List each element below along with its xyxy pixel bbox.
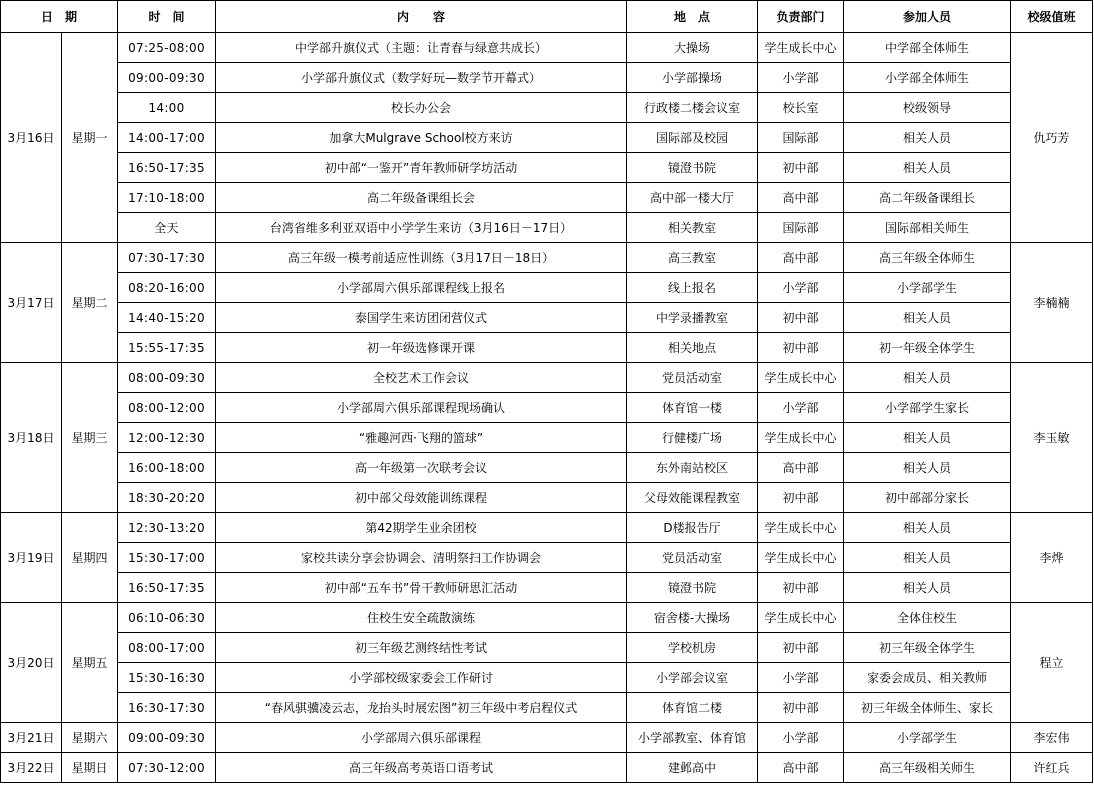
date-cell: 3月16日: [1, 33, 62, 243]
department-cell: 初中部: [758, 333, 844, 363]
content-cell: 初三年级艺测终结性考试: [216, 633, 627, 663]
weekday-cell: 星期一: [62, 33, 118, 243]
content-cell: 全校艺术工作会议: [216, 363, 627, 393]
location-cell: 党员活动室: [627, 363, 758, 393]
content-cell: 泰国学生来访团闭营仪式: [216, 303, 627, 333]
time-cell: 12:00-12:30: [118, 423, 216, 453]
participants-cell: 校级领导: [844, 93, 1011, 123]
department-cell: 初中部: [758, 633, 844, 663]
participants-cell: 相关人员: [844, 123, 1011, 153]
participants-cell: 高三年级相关师生: [844, 753, 1011, 783]
participants-cell: 相关人员: [844, 453, 1011, 483]
department-cell: 高中部: [758, 753, 844, 783]
content-cell: 小学部周六俱乐部课程: [216, 723, 627, 753]
participants-cell: 初三年级全体学生: [844, 633, 1011, 663]
time-cell: 16:30-17:30: [118, 693, 216, 723]
content-cell: 高三年级高考英语口语考试: [216, 753, 627, 783]
participants-cell: 相关人员: [844, 543, 1011, 573]
schedule-row: [1, 273, 1093, 303]
header-date: 日 期: [1, 1, 118, 33]
participants-cell: 小学部全体师生: [844, 63, 1011, 93]
time-cell: 17:10-18:00: [118, 183, 216, 213]
department-cell: 高中部: [758, 243, 844, 273]
time-cell: 16:00-18:00: [118, 453, 216, 483]
schedule-row: [1, 243, 1093, 273]
time-cell: 18:30-20:20: [118, 483, 216, 513]
weekday-cell: 星期五: [62, 603, 118, 723]
location-cell: 宿舍楼-大操场: [627, 603, 758, 633]
content-cell: 校长办公会: [216, 93, 627, 123]
participants-cell: 小学部学生家长: [844, 393, 1011, 423]
schedule-row: [1, 213, 1093, 243]
schedule-row: [1, 63, 1093, 93]
schedule-row: [1, 723, 1093, 753]
schedule-row: [1, 543, 1093, 573]
department-cell: 学生成长中心: [758, 513, 844, 543]
header-row: [1, 1, 1093, 33]
weekday-cell: 星期六: [62, 723, 118, 753]
content-cell: 第42期学生业余团校: [216, 513, 627, 543]
content-cell: 小学部周六俱乐部课程现场确认: [216, 393, 627, 423]
schedule-row: [1, 633, 1093, 663]
schedule-row: [1, 753, 1093, 783]
content-cell: 台湾省维多利亚双语中小学学生来访（3月16日－17日）: [216, 213, 627, 243]
content-cell: 小学部校级家委会工作研讨: [216, 663, 627, 693]
location-cell: 行政楼二楼会议室: [627, 93, 758, 123]
location-cell: 国际部及校园: [627, 123, 758, 153]
department-cell: 初中部: [758, 483, 844, 513]
participants-cell: 国际部相关师生: [844, 213, 1011, 243]
department-cell: 学生成长中心: [758, 363, 844, 393]
participants-cell: 相关人员: [844, 513, 1011, 543]
time-cell: 08:00-17:00: [118, 633, 216, 663]
content-cell: 加拿大Mulgrave School校方来访: [216, 123, 627, 153]
participants-cell: 相关人员: [844, 363, 1011, 393]
time-cell: 06:10-06:30: [118, 603, 216, 633]
time-cell: 07:30-17:30: [118, 243, 216, 273]
content-cell: 小学部周六俱乐部课程线上报名: [216, 273, 627, 303]
schedule-row: [1, 393, 1093, 423]
time-cell: 14:00: [118, 93, 216, 123]
content-cell: 高二年级备课组长会: [216, 183, 627, 213]
location-cell: 大操场: [627, 33, 758, 63]
schedule-row: [1, 513, 1093, 543]
date-cell: 3月22日: [1, 753, 62, 783]
participants-cell: 初一年级全体学生: [844, 333, 1011, 363]
time-cell: 07:25-08:00: [118, 33, 216, 63]
department-cell: 高中部: [758, 183, 844, 213]
weekday-cell: 星期四: [62, 513, 118, 603]
schedule-row: [1, 153, 1093, 183]
department-cell: 小学部: [758, 663, 844, 693]
location-cell: 小学部会议室: [627, 663, 758, 693]
header-content: 内 容: [216, 1, 627, 33]
time-cell: 16:50-17:35: [118, 153, 216, 183]
location-cell: 高中部一楼大厅: [627, 183, 758, 213]
content-cell: 初中部“五车书”骨干教师研思汇活动: [216, 573, 627, 603]
department-cell: 高中部: [758, 453, 844, 483]
department-cell: 小学部: [758, 393, 844, 423]
content-cell: 中学部升旗仪式（主题：让青春与绿意共成长）: [216, 33, 627, 63]
location-cell: 相关地点: [627, 333, 758, 363]
department-cell: 初中部: [758, 573, 844, 603]
participants-cell: 高二年级备课组长: [844, 183, 1011, 213]
location-cell: 党员活动室: [627, 543, 758, 573]
duty-cell: 李玉敏: [1011, 363, 1093, 513]
schedule-row: [1, 93, 1093, 123]
time-cell: 14:00-17:00: [118, 123, 216, 153]
location-cell: 学校机房: [627, 633, 758, 663]
department-cell: 初中部: [758, 153, 844, 183]
header-participants: 参加人员: [844, 1, 1011, 33]
location-cell: 中学录播教室: [627, 303, 758, 333]
content-cell: 高一年级第一次联考会议: [216, 453, 627, 483]
location-cell: 高三教室: [627, 243, 758, 273]
time-cell: 16:50-17:35: [118, 573, 216, 603]
time-cell: 07:30-12:00: [118, 753, 216, 783]
schedule-row: [1, 183, 1093, 213]
department-cell: 小学部: [758, 723, 844, 753]
participants-cell: 相关人员: [844, 423, 1011, 453]
participants-cell: 小学部学生: [844, 273, 1011, 303]
schedule-row: [1, 423, 1093, 453]
weekday-cell: 星期三: [62, 363, 118, 513]
department-cell: 国际部: [758, 213, 844, 243]
time-cell: 全天: [118, 213, 216, 243]
time-cell: 09:00-09:30: [118, 63, 216, 93]
time-cell: 15:30-17:00: [118, 543, 216, 573]
schedule-row: [1, 603, 1093, 633]
department-cell: 小学部: [758, 63, 844, 93]
schedule-row: [1, 663, 1093, 693]
participants-cell: 家委会成员、相关教师: [844, 663, 1011, 693]
department-cell: 学生成长中心: [758, 423, 844, 453]
content-cell: “雅趣河西·飞翔的篮球”: [216, 423, 627, 453]
duty-cell: 李烨: [1011, 513, 1093, 603]
participants-cell: 相关人员: [844, 303, 1011, 333]
time-cell: 14:40-15:20: [118, 303, 216, 333]
participants-cell: 相关人员: [844, 573, 1011, 603]
weekday-cell: 星期二: [62, 243, 118, 363]
date-cell: 3月21日: [1, 723, 62, 753]
schedule-row: [1, 33, 1093, 63]
department-cell: 学生成长中心: [758, 543, 844, 573]
duty-cell: 程立: [1011, 603, 1093, 723]
time-cell: 12:30-13:20: [118, 513, 216, 543]
date-cell: 3月19日: [1, 513, 62, 603]
schedule-row: [1, 123, 1093, 153]
duty-cell: 李宏伟: [1011, 723, 1093, 753]
location-cell: 小学部操场: [627, 63, 758, 93]
schedule-row: [1, 573, 1093, 603]
date-cell: 3月18日: [1, 363, 62, 513]
schedule-row: [1, 333, 1093, 363]
participants-cell: 高三年级全体师生: [844, 243, 1011, 273]
date-cell: 3月17日: [1, 243, 62, 363]
header-location: 地 点: [627, 1, 758, 33]
department-cell: 学生成长中心: [758, 33, 844, 63]
department-cell: 学生成长中心: [758, 603, 844, 633]
location-cell: 线上报名: [627, 273, 758, 303]
schedule-row: [1, 363, 1093, 393]
content-cell: 小学部升旗仪式（数学好玩—数学节开幕式）: [216, 63, 627, 93]
content-cell: 住校生安全疏散演练: [216, 603, 627, 633]
participants-cell: 相关人员: [844, 153, 1011, 183]
department-cell: 校长室: [758, 93, 844, 123]
department-cell: 国际部: [758, 123, 844, 153]
location-cell: 建邺高中: [627, 753, 758, 783]
schedule-row: [1, 693, 1093, 723]
content-cell: 初中部父母效能训练课程: [216, 483, 627, 513]
time-cell: 09:00-09:30: [118, 723, 216, 753]
location-cell: 镜澄书院: [627, 153, 758, 183]
location-cell: 小学部教室、体育馆: [627, 723, 758, 753]
schedule-row: [1, 483, 1093, 513]
participants-cell: 全体住校生: [844, 603, 1011, 633]
schedule-body: [1, 33, 1093, 783]
location-cell: 父母效能课程教室: [627, 483, 758, 513]
time-cell: 08:00-12:00: [118, 393, 216, 423]
location-cell: D楼报告厅: [627, 513, 758, 543]
content-cell: 初中部“一鉴开”青年教师研学坊活动: [216, 153, 627, 183]
content-cell: “春风骐骥凌云志，龙抬头时展宏图”初三年级中考启程仪式: [216, 693, 627, 723]
duty-cell: 许红兵: [1011, 753, 1093, 783]
department-cell: 初中部: [758, 303, 844, 333]
participants-cell: 初三年级全体师生、家长: [844, 693, 1011, 723]
header-department: 负责部门: [758, 1, 844, 33]
date-cell: 3月20日: [1, 603, 62, 723]
duty-cell: 李楠楠: [1011, 243, 1093, 363]
weekday-cell: 星期日: [62, 753, 118, 783]
header-time: 时 间: [118, 1, 216, 33]
time-cell: 08:00-09:30: [118, 363, 216, 393]
participants-cell: 初中部部分家长: [844, 483, 1011, 513]
department-cell: 初中部: [758, 693, 844, 723]
header-duty: 校级值班: [1011, 1, 1093, 33]
location-cell: 体育馆二楼: [627, 693, 758, 723]
content-cell: 初一年级选修课开课: [216, 333, 627, 363]
schedule-row: [1, 453, 1093, 483]
location-cell: 镜澄书院: [627, 573, 758, 603]
time-cell: 08:20-16:00: [118, 273, 216, 303]
location-cell: 东外南站校区: [627, 453, 758, 483]
location-cell: 行健楼广场: [627, 423, 758, 453]
participants-cell: 中学部全体师生: [844, 33, 1011, 63]
content-cell: 家校共读分享会协调会、清明祭扫工作协调会: [216, 543, 627, 573]
location-cell: 相关教室: [627, 213, 758, 243]
department-cell: 小学部: [758, 273, 844, 303]
location-cell: 体育馆一楼: [627, 393, 758, 423]
time-cell: 15:55-17:35: [118, 333, 216, 363]
participants-cell: 小学部学生: [844, 723, 1011, 753]
schedule-row: [1, 303, 1093, 333]
time-cell: 15:30-16:30: [118, 663, 216, 693]
content-cell: 高三年级一模考前适应性训练（3月17日－18日）: [216, 243, 627, 273]
duty-cell: 仇巧芳: [1011, 33, 1093, 243]
